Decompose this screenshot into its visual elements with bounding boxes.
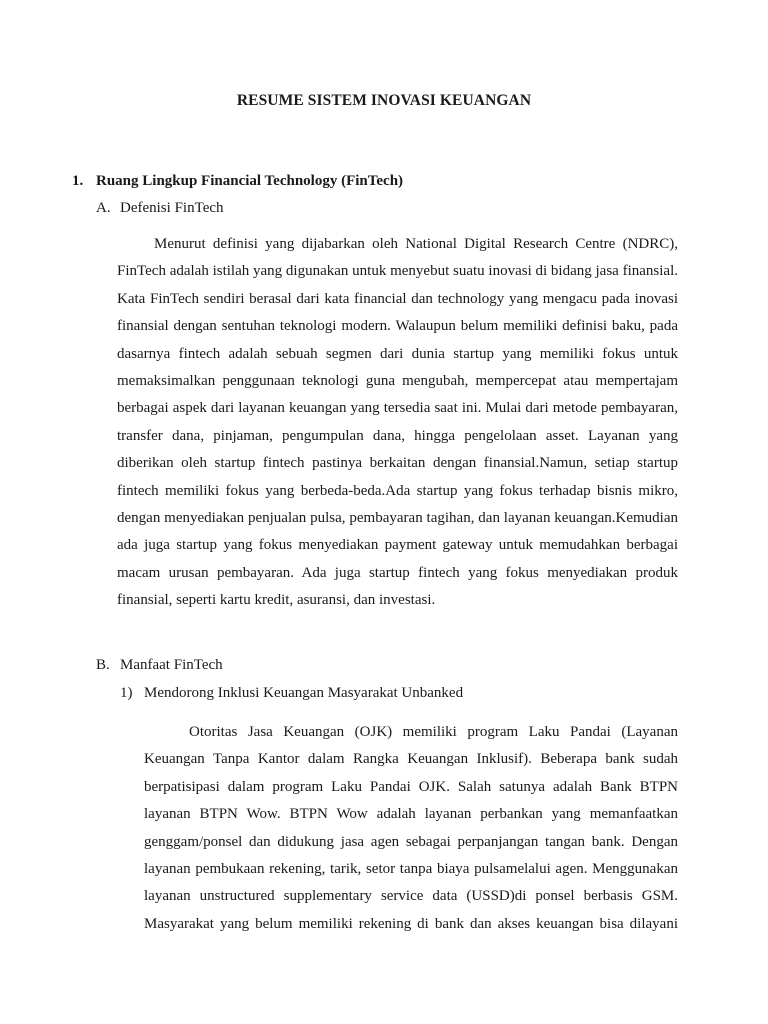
paragraph-line: Otoritas Jasa Keuangan (OJK) memiliki program Laku Pandai (Layanan	[189, 724, 678, 740]
paragraph-line: berbagai aspek dari layanan keuangan yang tersedia saat ini. Mulai dari metode pembayaran,	[117, 400, 678, 417]
section-1-number: 1.	[72, 173, 84, 189]
paragraph-line: finansial dengan sentuhan teknologi modern. Walaupun belum memiliki definisi baku, pada	[117, 318, 678, 335]
paragraph-line: FinTech adalah istilah yang digunakan untuk menyebut suatu inovasi di bidang jasa finansial.	[117, 263, 678, 280]
paragraph-line: Kata FinTech sendiri berasal dari kata financial dan technology yang mengacu pada inovasi	[117, 290, 678, 307]
paragraph-line: dengan menyediakan penjualan pulsa, pembayaran tagihan, dan layanan keuangan.Kemudian	[117, 509, 678, 526]
paragraph-line: fintech memiliki fokus yang berbeda-beda.Ada startup yang fokus terhadap bisnis mikro,	[117, 482, 678, 499]
paragraph-line: layanan BTPN Wow. BTPN Wow adalah layanan perbankan yang memanfaatkan	[144, 806, 678, 823]
subsection-a-paragraph	[117, 231, 678, 614]
document-title: RESUME SISTEM INOVASI KEUANGAN	[236, 92, 532, 109]
paragraph-line: dasarnya fintech adalah sebuah segmen dari dunia startup yang memiliki fokus untuk	[117, 345, 678, 362]
paragraph-line: macam urusan pembayaran. Ada juga startup fintech yang fokus menyediakan produk	[117, 564, 678, 581]
subsection-b-label: B.	[96, 657, 110, 673]
item-1-heading	[120, 685, 463, 702]
item-1-paragraph	[144, 719, 678, 938]
paragraph-line: Masyarakat yang belum memiliki rekening di bank dan akses keuangan bisa dilayani	[144, 915, 678, 932]
subsection-b-heading	[96, 657, 223, 674]
item-1-label: 1)	[120, 685, 133, 701]
subsection-a-title: Defenisi FinTech	[120, 200, 224, 216]
paragraph-line: layanan pembukaan rekening, tarik, setor tanpa biaya pulsamelalui agen. Menggunakan	[144, 860, 678, 877]
paragraph-line: transfer dana, pinjaman, pengumpulan dana, hingga pengelolaan asset. Layanan yang	[117, 427, 678, 444]
paragraph-line: Keuangan Tanpa Kantor dalam Rangka Keuangan Inklusif). Beberapa bank sudah	[144, 751, 678, 768]
item-1-title: Mendorong Inklusi Keuangan Masyarakat Unbanked	[144, 685, 464, 701]
section-1-title: Ruang Lingkup Financial Technology (FinTech)	[96, 173, 404, 189]
paragraph-line: diberikan oleh startup fintech pastinya berkaitan dengan finansial.Namun, setiap startup	[117, 455, 678, 472]
paragraph-line: memaksimalkan penggunaan teknologi guna mengubah, mempercepat atau mempertajam	[117, 372, 678, 389]
paragraph-line: ada juga startup yang fokus menyediakan payment gateway untuk memudahkan berbagai	[117, 537, 678, 554]
paragraph-line: layanan unstructured supplementary service data (USSD)di ponsel berbasis GSM.	[144, 888, 678, 905]
paragraph-line: finansial, seperti kartu kredit, asuransi, dan investasi.	[117, 592, 436, 609]
paragraph-line: Menurut definisi yang dijabarkan oleh National Digital Research Centre (NDRC),	[154, 236, 678, 252]
section-1-heading	[72, 173, 403, 190]
subsection-a-heading	[96, 200, 224, 217]
subsection-a-label: A.	[96, 200, 111, 216]
paragraph-line: genggam/ponsel dan didukung jasa agen sebagai perpanjangan tangan bank. Dengan	[144, 833, 678, 850]
subsection-b-title: Manfaat FinTech	[120, 657, 223, 673]
paragraph-line: berpatisipasi dalam program Laku Pandai OJK. Salah satunya adalah Bank BTPN	[144, 778, 678, 795]
